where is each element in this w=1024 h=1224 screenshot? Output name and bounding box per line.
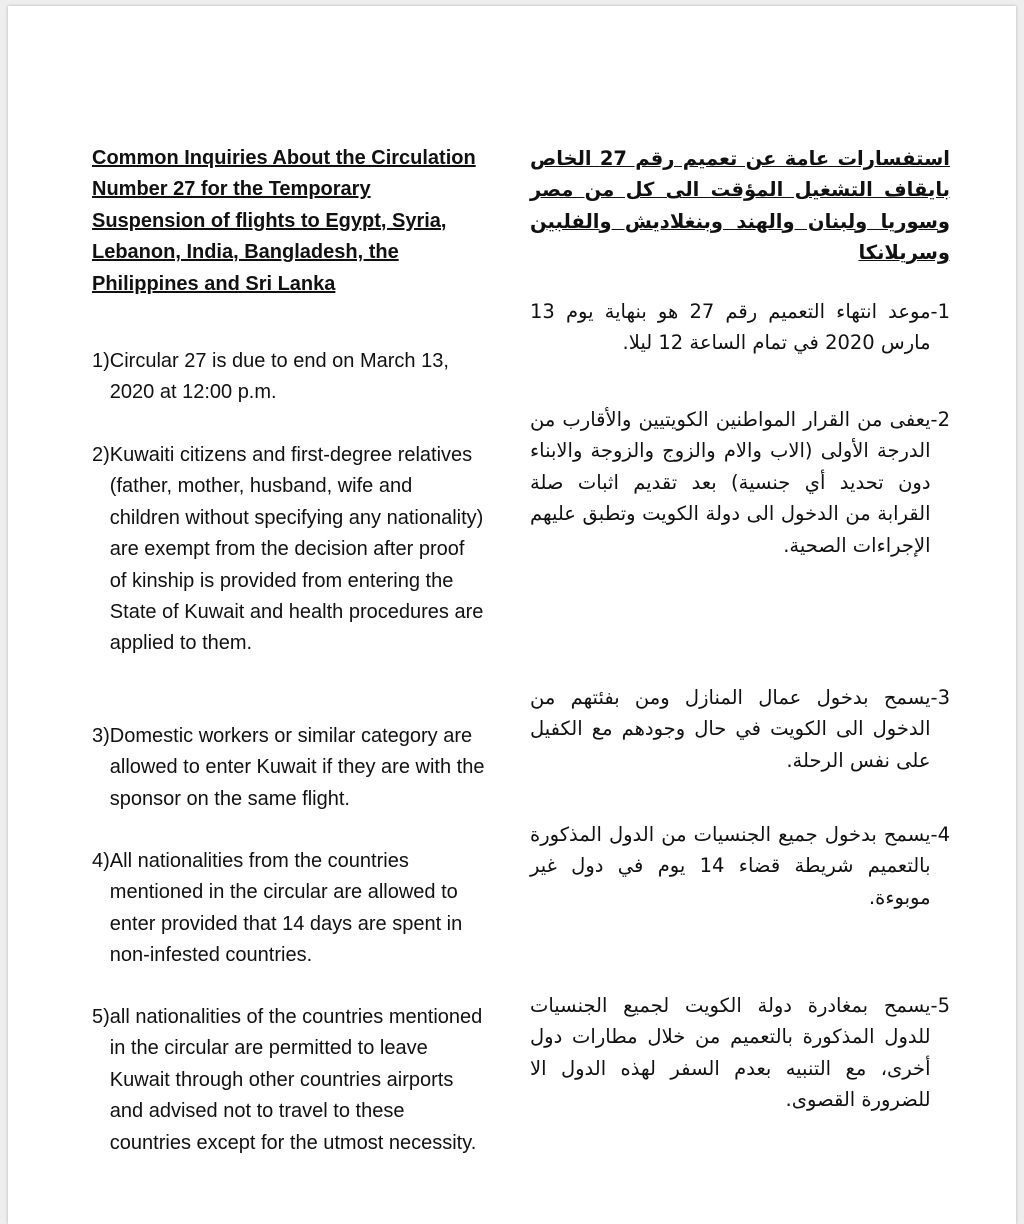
- arabic-item-1: [530, 296, 950, 359]
- arabic-item-text: يسمح بدخول عمال المنازل ومن بفئتهم من الدخول الى الكويت في حال وجودهم مع الكفيل على نفس الرحلة.: [530, 686, 931, 772]
- english-item-number: 5): [92, 1006, 110, 1028]
- arabic-item-5: [530, 990, 950, 1116]
- english-item-number: 3): [92, 725, 110, 747]
- english-item-number: 1): [92, 350, 110, 372]
- english-item-4: [92, 846, 486, 972]
- arabic-item-text: يعفى من القرار المواطنين الكويتيين والأقارب من الدرجة الأولى (الاب والام والزوج والزوجة والابناء دون تحديد أي جنسية) بعد تقديم اثبات صلة القرابة من الدخول الى دولة الكويت وتطبق عليهم الإجراءات الصحية.: [530, 408, 931, 557]
- english-item-number: 4): [92, 850, 110, 872]
- arabic-item-number: 5-: [930, 994, 950, 1017]
- arabic-item-2: [530, 404, 950, 561]
- arabic-item-text: يسمح بمغادرة دولة الكويت لجميع الجنسيات للدول المذكورة بالتعميم من خلال مطارات دول أخرى، مع التنبيه بعدم السفر لهذه الدول الا للضرورة القصوى.: [530, 994, 931, 1112]
- english-item-1: [92, 346, 486, 409]
- english-item-text: Domestic workers or similar category are allowed to enter Kuwait if they are with the sponsor on the same flight.: [109, 725, 485, 810]
- arabic-item-number: 1-: [930, 300, 950, 323]
- arabic-item-3: [530, 682, 950, 776]
- arabic-item-text: يسمح بدخول جميع الجنسيات من الدول المذكورة بالتعميم شريطة قضاء 14 يوم في دول غير موبوءة.: [530, 823, 931, 909]
- arabic-item-text: موعد انتهاء التعميم رقم 27 هو بنهاية يوم 13 مارس 2020 في تمام الساعة 12 ليلا.: [530, 300, 931, 355]
- english-item-3: [92, 721, 486, 815]
- english-title: Common Inquiries About the Circulation Number 27 for the Temporary Suspension of flights to Egypt, Syria, Lebanon, India, Bangladesh, the Philippines and Sri Lanka: [92, 147, 476, 295]
- english-item-text: Circular 27 is due to end on March 13, 2020 at 12:00 p.m.: [109, 350, 449, 404]
- english-item-2: [92, 440, 486, 660]
- document-page: [8, 6, 1016, 1224]
- english-item-text: All nationalities from the countries mentioned in the circular are allowed to enter provided that 14 days are spent in non-infested countries.: [109, 850, 463, 967]
- arabic-item-number: 2-: [930, 408, 950, 431]
- arabic-item-number: 3-: [930, 686, 950, 709]
- arabic-item-4: [530, 819, 950, 913]
- arabic-item-number: 4-: [930, 823, 950, 846]
- english-item-text: all nationalities of the countries mentioned in the circular are permitted to leave Kuwait through other countries airports and advised not to travel to these countries except for the utmost necessity.: [109, 1006, 483, 1154]
- english-item-text: Kuwaiti citizens and first-degree relatives (father, mother, husband, wife and children without specifying any nationality) are exempt from the decision after proof of kinship is provided from entering the State of Kuwait and health procedures are applied to them.: [109, 444, 484, 655]
- arabic-title: استفسارات عامة عن تعميم رقم 27 الخاص بايقاف التشغيل المؤقت الى كل من مصر وسوريا ولبنان والهند وبنغلاديش والفلبين وسريلانكا: [530, 147, 950, 265]
- english-item-5: [92, 1002, 486, 1159]
- english-item-number: 2): [92, 444, 110, 466]
